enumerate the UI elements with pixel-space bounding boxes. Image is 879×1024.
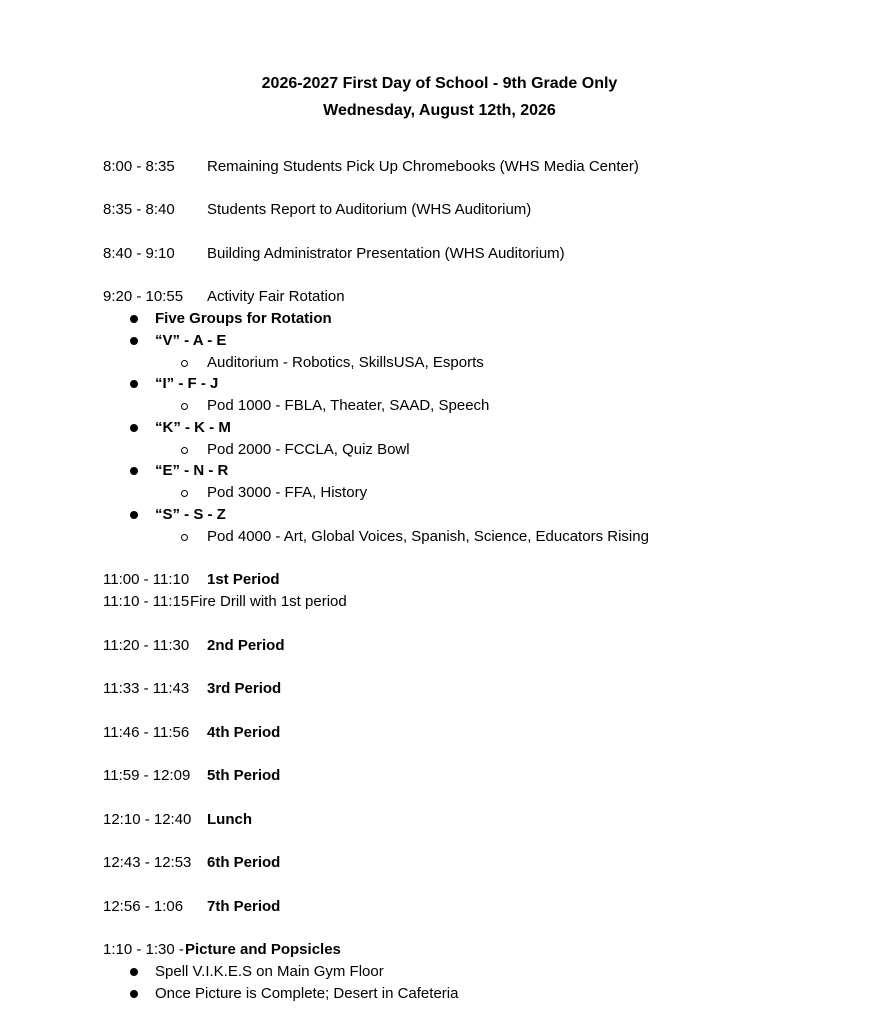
schedule-time: 11:20 - 11:30 [103,637,190,654]
schedule-description: Students Report to Auditorium (WHS Auditorium) [207,201,532,218]
groups-heading: Five Groups for Rotation [155,310,332,327]
bullet-icon [130,337,138,345]
group-label: “S” - S - Z [155,506,226,523]
schedule-time: 12:10 - 12:40 [103,811,192,828]
bullet-icon [130,467,138,475]
schedule-description: Lunch [207,811,252,828]
group-location: Pod 2000 - FCCLA, Quiz Bowl [207,441,410,458]
document-title: 2026-2027 First Day of School - 9th Grade Only [261,75,618,92]
group-location: Auditorium - Robotics, SkillsUSA, Esports [207,354,484,371]
schedule-description: 5th Period [207,767,281,784]
schedule-description: Remaining Students Pick Up Chromebooks (WHS Media Center) [207,158,639,175]
schedule-time: 12:56 - 1:06 [103,898,184,915]
schedule-time: 8:00 - 8:35 [103,158,175,175]
hollow-bullet-icon [181,403,188,410]
schedule-description: Picture and Popsicles [185,941,341,958]
schedule-time: 11:46 - 11:56 [103,724,190,741]
schedule-time: 11:00 - 11:10 [103,571,190,588]
schedule-time: 12:43 - 12:53 [103,854,192,871]
bullet-icon [130,380,138,388]
schedule-time: 8:40 - 9:10 [103,245,175,262]
schedule-description: Activity Fair Rotation [207,288,345,305]
schedule-description: 1st Period [207,571,280,588]
hollow-bullet-icon [181,360,188,367]
bullet-icon [130,968,138,976]
schedule-time: 9:20 - 10:55 [103,288,184,305]
bullet-icon [130,990,138,998]
group-label: “V” - A - E [155,332,227,349]
schedule-time: 11:10 - 11:15 [103,593,190,610]
group-label: “I” - F - J [155,375,219,392]
picture-note: Spell V.I.K.E.S on Main Gym Floor [155,963,384,980]
schedule-description: Fire Drill with 1st period [190,593,347,610]
schedule-time: 11:33 - 11:43 [103,680,190,697]
bullet-icon [130,511,138,519]
document-date: Wednesday, August 12th, 2026 [323,102,556,119]
schedule-description: 7th Period [207,898,281,915]
hollow-bullet-icon [181,490,188,497]
schedule-time: 8:35 - 8:40 [103,201,175,218]
picture-note: Once Picture is Complete; Desert in Cafeteria [155,985,459,1002]
group-label: “E” - N - R [155,462,229,479]
group-location: Pod 1000 - FBLA, Theater, SAAD, Speech [207,397,490,414]
schedule-description: Building Administrator Presentation (WHS Auditorium) [207,245,565,262]
group-location: Pod 3000 - FFA, History [207,484,368,501]
bullet-icon [130,315,138,323]
schedule-description: 6th Period [207,854,281,871]
group-location: Pod 4000 - Art, Global Voices, Spanish, Science, Educators Rising [207,528,649,545]
schedule-time: 1:10 - 1:30 - [103,941,184,958]
bullet-icon [130,424,138,432]
hollow-bullet-icon [181,447,188,454]
schedule-time: 11:59 - 12:09 [103,767,191,784]
hollow-bullet-icon [181,534,188,541]
schedule-description: 4th Period [207,724,281,741]
schedule-description: 3rd Period [207,680,282,697]
group-label: “K” - K - M [155,419,231,436]
schedule-description: 2nd Period [207,637,285,654]
